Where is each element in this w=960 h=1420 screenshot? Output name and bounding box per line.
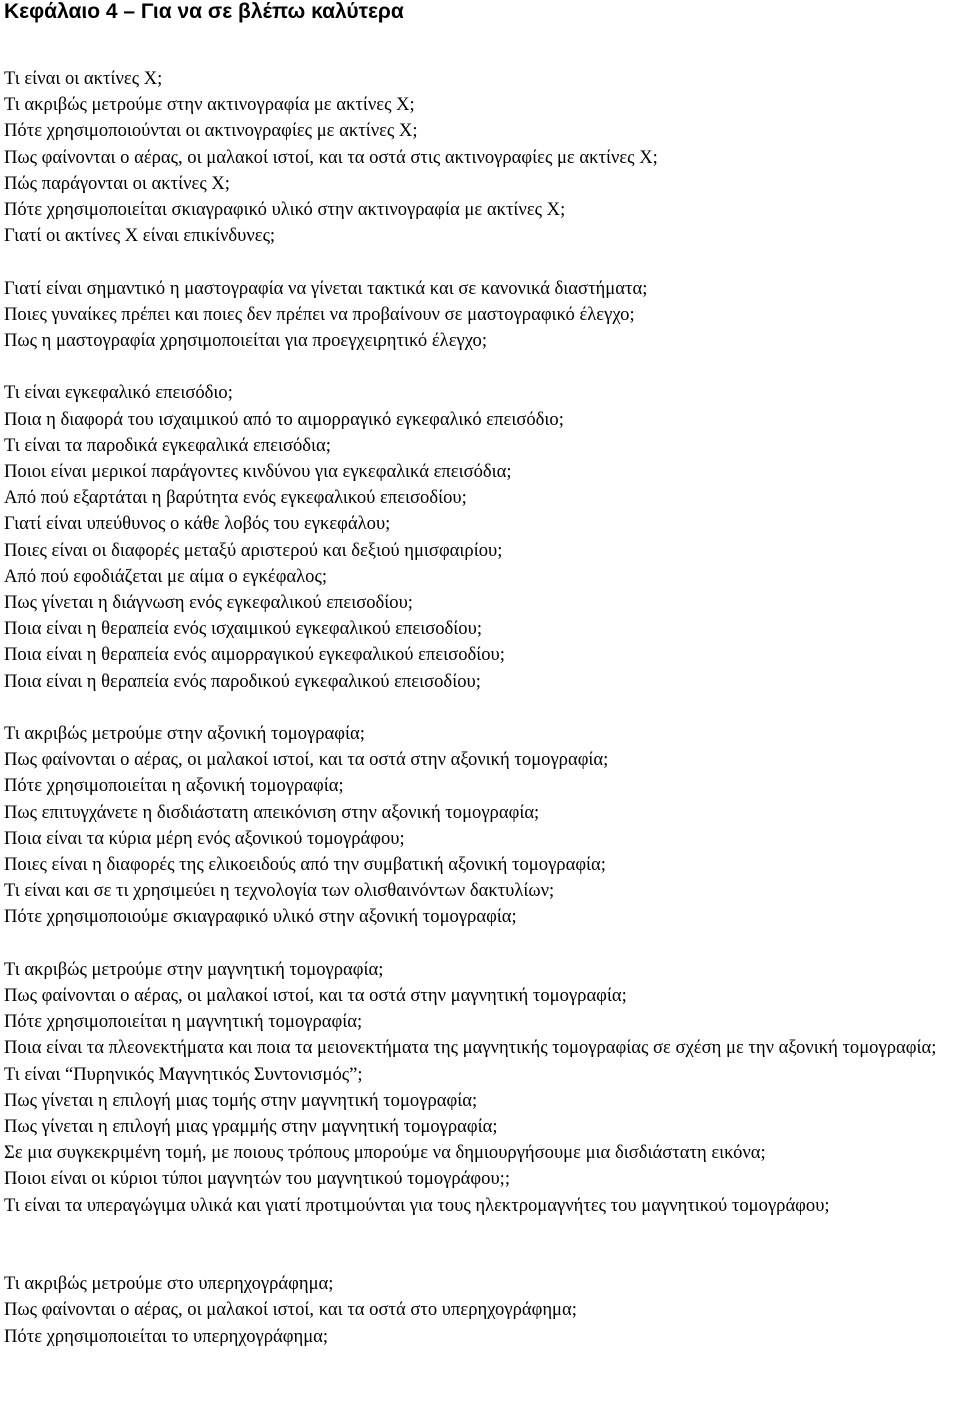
question-item: Ποιες γυναίκες πρέπει και ποιες δεν πρέπει να προβαίνουν σε μαστογραφικό έλεγχο; xyxy=(4,303,635,325)
question-item: Πως φαίνονται ο αέρας, οι μαλακοί ιστοί, και τα οστά στις ακτινογραφίες με ακτίνες Χ; xyxy=(4,146,658,168)
question-item: Πως γίνεται η επιλογή μιας γραμμής στην μαγνητική τομογραφία; xyxy=(4,1116,498,1138)
question-group-ultrasound xyxy=(4,1271,956,1350)
question-item: Ποιες είναι η διαφορές της ελικοειδούς από την συμβατική αξονική τομογραφία; xyxy=(4,854,606,876)
question-item: Πότε χρησιμοποιούμε σκιαγραφικό υλικό στην αξονική τομογραφία; xyxy=(4,906,517,928)
question-item: Πότε χρησιμοποιείται σκιαγραφικό υλικό στην ακτινογραφία με ακτίνες Χ; xyxy=(4,199,566,221)
question-group-x-ray xyxy=(4,66,956,249)
question-item: Τι ακριβώς μετρούμε στην αξονική τομογραφία; xyxy=(4,723,365,745)
question-item: Ποια είναι τα κύρια μέρη ενός αξονικού τομογράφου; xyxy=(4,827,405,849)
document-page xyxy=(4,0,956,1350)
question-item: Ποια είναι τα πλεονεκτήματα και ποια τα μειονεκτήματα της μαγνητικής τομογραφίας σε σχέση με την αξονική τομογραφία; xyxy=(4,1037,937,1059)
question-item: Πως φαίνονται ο αέρας, οι μαλακοί ιστοί, και τα οστά στην αξονική τομογραφία; xyxy=(4,749,609,771)
question-item: Τι είναι τα παροδικά εγκεφαλικά επεισόδια; xyxy=(4,434,331,456)
question-item: Τι είναι τα υπεραγώγιμα υλικά και γιατί προτιμούνται για τους ηλεκτρομαγνήτες του μαγνητικού τομογράφου; xyxy=(4,1194,830,1216)
question-item: Πότε χρησιμοποιείται η αξονική τομογραφία; xyxy=(4,775,344,797)
question-item: Ποια είναι η θεραπεία ενός αιμορραγικού εγκεφαλικού επεισοδίου; xyxy=(4,644,505,666)
question-item: Σε μια συγκεκριμένη τομή, με ποιους τρόπους μπορούμε να δημιουργήσουμε μια δισδιάστατη εικόνα; xyxy=(4,1142,766,1164)
question-item: Ποια είναι η θεραπεία ενός ισχαιμικού εγκεφαλικού επεισοδίου; xyxy=(4,618,482,640)
question-group-ct xyxy=(4,721,956,931)
question-item: Πότε χρησιμοποιούνται οι ακτινογραφίες με ακτίνες Χ; xyxy=(4,120,418,142)
question-item: Πως η μαστογραφία χρησιμοποιείται για προεγχειρητικό έλεγχο; xyxy=(4,330,488,352)
question-item: Πως γίνεται η επιλογή μιας τομής στην μαγνητική τομογραφία; xyxy=(4,1089,478,1111)
question-item: Ποια είναι η θεραπεία ενός παροδικού εγκεφαλικού επεισοδίου; xyxy=(4,670,481,692)
question-item: Πότε χρησιμοποιείται το υπερηχογράφημα; xyxy=(4,1325,329,1347)
question-item: Τι ακριβώς μετρούμε στην ακτινογραφία με ακτίνες Χ; xyxy=(4,94,415,116)
question-item: Από πού εφοδιάζεται με αίμα ο εγκέφαλος; xyxy=(4,565,328,587)
question-item: Ποια η διαφορά του ισχαιμικού από το αιμορραγικό εγκεφαλικό επεισόδιο; xyxy=(4,408,564,430)
question-item: Τι είναι οι ακτίνες Χ; xyxy=(4,68,163,89)
question-item: Γιατί είναι σημαντικό η μαστογραφία να γίνεται τακτικά και σε κανονικά διαστήματα; xyxy=(4,277,648,299)
question-item: Πως γίνεται η διάγνωση ενός εγκεφαλικού επεισοδίου; xyxy=(4,592,413,614)
question-item: Από πού εξαρτάται η βαρύτητα ενός εγκεφαλικού επεισοδίου; xyxy=(4,487,467,509)
question-item: Πώς παράγονται οι ακτίνες Χ; xyxy=(4,172,230,194)
chapter-title: Κεφάλαιο 4 – Για να σε βλέπω καλύτερα xyxy=(4,0,404,23)
question-item: Πως επιτυγχάνετε η δισδιάστατη απεικόνιση στην αξονική τομογραφία; xyxy=(4,801,540,823)
question-item: Γιατί είναι υπεύθυνος ο κάθε λοβός του εγκεφάλου; xyxy=(4,513,391,535)
question-list xyxy=(4,66,956,1350)
question-item: Πως φαίνονται ο αέρας, οι μαλακοί ιστοί, και τα οστά στην μαγνητική τομογραφία; xyxy=(4,985,627,1007)
question-item: Γιατί οι ακτίνες Χ είναι επικίνδυνες; xyxy=(4,225,276,247)
question-item: Ποιες είναι οι διαφορές μεταξύ αριστερού και δεξιού ημισφαιρίου; xyxy=(4,539,503,561)
question-item: Ποιοι είναι μερικοί παράγοντες κινδύνου για εγκεφαλικά επεισόδια; xyxy=(4,461,512,483)
question-item: Πως φαίνονται ο αέρας, οι μαλακοί ιστοί, και τα οστά στο υπερηχογράφημα; xyxy=(4,1299,577,1321)
question-item: Τι είναι εγκεφαλικό επεισόδιο; xyxy=(4,382,233,404)
question-item: Πότε χρησιμοποιείται η μαγνητική τομογραφία; xyxy=(4,1011,363,1033)
question-item: Ποιοι είναι οι κύριοι τύποι μαγνητών του μαγνητικού τομογράφου;; xyxy=(4,1168,510,1190)
question-group-mammography xyxy=(4,276,956,355)
question-item: Τι ακριβώς μετρούμε στην μαγνητική τομογραφία; xyxy=(4,958,384,980)
question-group-mri xyxy=(4,957,956,1219)
question-item: Τι ακριβώς μετρούμε στο υπερηχογράφημα; xyxy=(4,1273,334,1295)
question-item: Τι είναι και σε τι χρησιμεύει η τεχνολογία των ολισθαινόντων δακτυλίων; xyxy=(4,880,555,902)
question-item: Τι είναι “Πυρηνικός Μαγνητικός Συντονισμός”; xyxy=(4,1063,363,1085)
question-group-stroke xyxy=(4,380,956,694)
